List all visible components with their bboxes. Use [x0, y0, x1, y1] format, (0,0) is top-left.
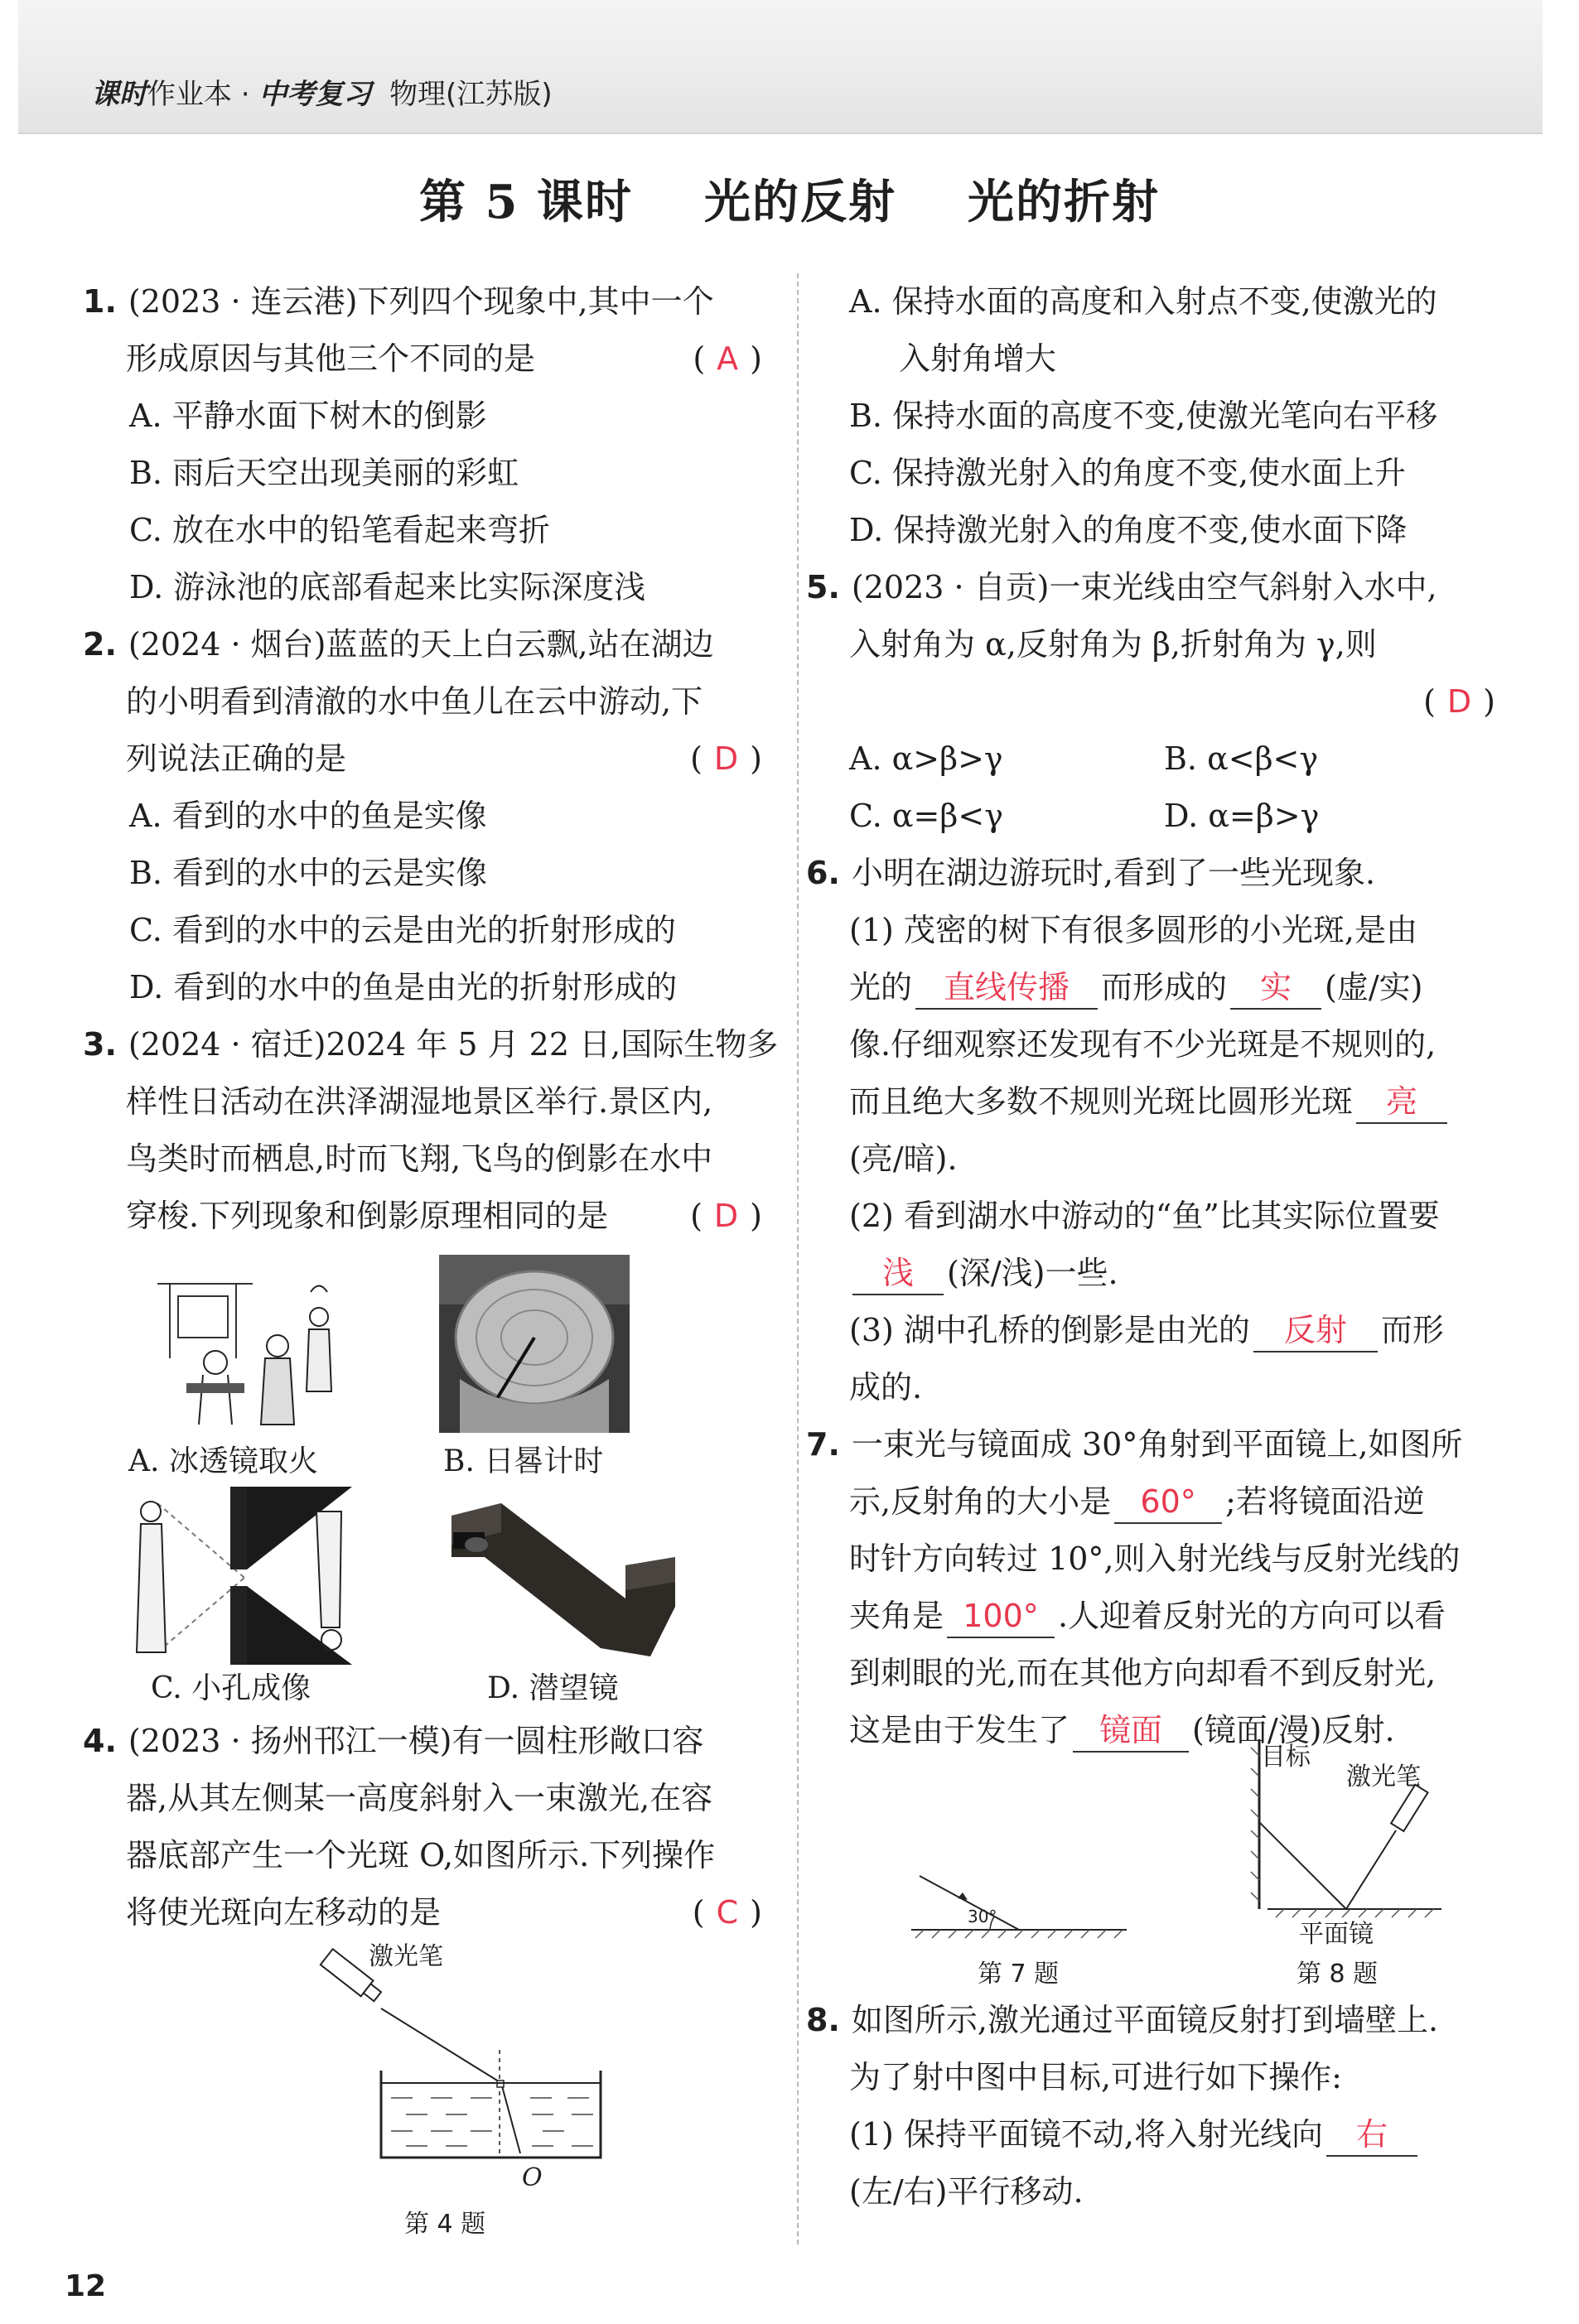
question-stem: 的小明看到清澈的水中鱼儿在云中游动,下 [126, 683, 703, 720]
page-number: 12 [65, 2269, 107, 2303]
question-stem: ;若将镜面沿逆 [1225, 1483, 1425, 1520]
question-8 [806, 1992, 1495, 2220]
figure-angle-label: 30° [968, 1907, 997, 1926]
figure-label-laser-pen: 激光笔 [1346, 1762, 1421, 1791]
answer-blank: 100° [947, 1595, 1055, 1638]
question-number: 2. [83, 626, 117, 663]
answer-bracket: ( C ) [692, 1894, 762, 1931]
question-stem: 小明在湖边游玩时,看到了一些光现象. [851, 855, 1376, 891]
question-stem: 为了射中图中目标,可进行如下操作: [849, 2059, 1342, 2095]
question-stem: 鸟类时而栖息,时而飞翔,飞鸟的倒影在水中 [126, 1140, 713, 1177]
part-1-text: 像.仔细观察还发现有不少光斑是不规则的, [849, 1026, 1437, 1063]
question-6 [806, 845, 1495, 1416]
question-stem: 时针方向转过 10°,则入射光线与反射光线的 [849, 1540, 1461, 1577]
question-1 [83, 273, 762, 616]
option-a: A. 看到的水中的鱼是实像 [129, 798, 487, 834]
column-divider [797, 273, 799, 2244]
question-7 [806, 1416, 1495, 1759]
question-stem: 到刺眼的光,而在其他方向却看不到反射光, [849, 1655, 1437, 1691]
question-number: 8. [806, 2002, 840, 2038]
part-2-text: (深/浅)一些. [947, 1255, 1118, 1291]
question-stem: 器,从其左侧某一高度斜射入一束激光,在容 [126, 1780, 713, 1816]
part-1-text: (左/右)平行移动. [849, 2173, 1084, 2210]
question-stem: 如图所示,激光通过平面镜反射打到墙壁上. [851, 2002, 1439, 2038]
header-series-bold: 课时 [91, 78, 147, 111]
page-title: 第 5 课时 光的反射 光的折射 [419, 175, 1160, 229]
part-1-text: 而且绝大多数不规则光斑比圆形光斑 [849, 1083, 1354, 1120]
option-d: D. 游泳池的底部看起来比实际深度浅 [129, 569, 646, 605]
option-c: C. α=β<γ [849, 798, 1003, 834]
q4-option-a: A. 保持水面的高度和入射点不变,使激光的 [849, 283, 1437, 320]
answer-blank: 反射 [1253, 1309, 1378, 1352]
question-stem: 穿梭.下列现象和倒影原理相同的是 [126, 1198, 609, 1234]
question-stem: 列说法正确的是 [126, 740, 347, 777]
question-stem: 这是由于发生了 [849, 1712, 1070, 1748]
option-c-figure-pinhole-camera [133, 1487, 352, 1665]
answer-blank: 60° [1114, 1481, 1222, 1524]
question-number: 7. [806, 1426, 840, 1463]
question-stem: 形成原因与其他三个不同的是 [126, 340, 536, 377]
answer-blank: 亮 [1356, 1081, 1447, 1124]
q4-option-b: B. 保持水面的高度不变,使激光笔向右平移 [849, 398, 1438, 434]
left-column [83, 273, 779, 1245]
part-2-text: (2) 看到湖水中游动的“鱼”比其实际位置要 [849, 1198, 1440, 1234]
question-3 [83, 1016, 779, 1245]
answer-choice: D [713, 1198, 739, 1234]
option-b: B. 雨后天空出现美丽的彩虹 [129, 455, 519, 491]
question-number: 5. [806, 569, 840, 605]
part-1-text: (虚/实) [1325, 969, 1423, 1005]
option-a: A. α>β>γ [849, 740, 1003, 777]
q4-option-c: C. 保持激光射入的角度不变,使水面上升 [849, 455, 1406, 491]
option-d-figure-periscope-photo [435, 1499, 683, 1661]
part-3-text: 成的. [849, 1369, 923, 1405]
answer-blank: 实 [1230, 967, 1321, 1010]
question-2 [83, 616, 762, 1016]
answer-blank: 浅 [852, 1252, 944, 1295]
question-number: 4. [83, 1723, 117, 1759]
question-stem: 示,反射角的大小是 [849, 1483, 1112, 1520]
figure-label-mirror: 平面镜 [1299, 1920, 1374, 1949]
option-b: B. α<β<γ [1164, 740, 1319, 777]
question-stem: 夹角是 [849, 1598, 944, 1634]
answer-choice: D [1446, 683, 1472, 720]
option-d: D. 看到的水中的鱼是由光的折射形成的 [129, 969, 678, 1005]
question-stem: (2023 · 自贡)一束光线由空气斜射入水中, [851, 569, 1437, 605]
header-review-bold: 中考复习 [258, 78, 372, 111]
option-a: A. 平静水面下树木的倒影 [129, 398, 487, 434]
figure-caption: 第 7 题 [978, 1960, 1060, 1989]
question-number: 6. [806, 855, 840, 891]
q4-option-a-cont: 入射角增大 [899, 340, 1057, 377]
answer-blank: 直线传播 [915, 967, 1098, 1010]
part-1-text: (亮/暗). [849, 1140, 958, 1177]
figure-label-target: 目标 [1261, 1743, 1311, 1772]
question-stem: (2024 · 烟台)蓝蓝的天上白云飘,站在湖边 [128, 626, 714, 663]
option-c: C. 看到的水中的云是由光的折射形成的 [129, 912, 676, 948]
part-3-text: (3) 湖中孔桥的倒影是由光的 [849, 1312, 1250, 1348]
q4-option-d: D. 保持激光射入的角度不变,使水面下降 [849, 512, 1408, 548]
figure-label-laser-pen: 激光笔 [369, 1942, 443, 1971]
question-stem: 将使光斑向左移动的是 [126, 1894, 442, 1931]
question-stem: 一束光与镜面成 30°角射到平面镜上,如图所 [851, 1426, 1463, 1463]
question-stem: 器底部产生一个光斑 O,如图所示.下列操作 [126, 1837, 716, 1873]
answer-blank: 镜面 [1073, 1709, 1189, 1753]
question-stem: 入射角为 α,反射角为 β,折射角为 γ,则 [849, 626, 1377, 663]
part-1-text: 而形成的 [1101, 969, 1228, 1005]
option-d-caption: D. 潜望镜 [487, 1671, 619, 1705]
part-1-text: 光的 [849, 969, 913, 1005]
question-5 [806, 559, 1495, 845]
figure-caption: 第 8 题 [1297, 1960, 1379, 1989]
question-4 [83, 1713, 762, 1941]
option-a-caption: A. 冰透镜取火 [128, 1444, 318, 1478]
question-4-figure-laser-container [315, 1934, 630, 2170]
answer-choice: D [713, 740, 739, 777]
option-c-caption: C. 小孔成像 [151, 1671, 311, 1705]
figure-label-o: O [522, 2163, 543, 2192]
right-column [806, 273, 1495, 1759]
header-subject: 物理(江苏版) [389, 78, 553, 111]
option-b-figure-sundial-photo [439, 1255, 630, 1433]
question-stem: (2024 · 宿迁)2024 年 5 月 22 日,国际生物多 [128, 1026, 779, 1063]
answer-bracket: ( D ) [1423, 683, 1495, 720]
option-c: C. 放在水中的铅笔看起来弯折 [129, 512, 550, 548]
question-number: 3. [83, 1026, 117, 1063]
part-1-text: (1) 茂密的树下有很多圆形的小光斑,是由 [849, 912, 1417, 948]
option-d: D. α=β>γ [1164, 798, 1320, 834]
right-column-lower [806, 1992, 1495, 2220]
part-1-text: (1) 保持平面镜不动,将入射光线向 [849, 2116, 1323, 2153]
question-stem: (镜面/漫)反射. [1192, 1712, 1395, 1748]
answer-choice: C [716, 1894, 739, 1931]
option-b-caption: B. 日晷计时 [443, 1444, 604, 1478]
figure-caption: 第 4 题 [404, 2210, 486, 2239]
part-3-text: 而形 [1380, 1312, 1444, 1348]
answer-bracket: ( D ) [690, 740, 762, 777]
left-column-lower [83, 1713, 762, 1941]
question-stem: 样性日活动在洪泽湖湿地景区举行.景区内, [126, 1083, 713, 1120]
header-series-rest: 作业本 · [147, 78, 259, 111]
answer-bracket: ( A ) [693, 340, 762, 377]
answer-bracket: ( D ) [690, 1198, 762, 1234]
question-stem: .人迎着反射光的方向可以看 [1058, 1598, 1446, 1634]
question-number: 1. [83, 283, 117, 320]
header-bar [18, 0, 1543, 134]
answer-choice: A [717, 340, 739, 377]
question-7-figure-mirror-30deg [903, 1855, 1135, 1946]
answer-blank: 右 [1326, 2114, 1417, 2157]
question-stem: (2023 · 扬州邗江一模)有一圆柱形敞口容 [128, 1723, 704, 1759]
option-a-figure-ice-lens-illustration [153, 1259, 344, 1433]
question-stem: (2023 · 连云港)下列四个现象中,其中一个 [128, 283, 714, 320]
option-b: B. 看到的水中的云是实像 [129, 855, 488, 891]
book-header [91, 71, 553, 112]
